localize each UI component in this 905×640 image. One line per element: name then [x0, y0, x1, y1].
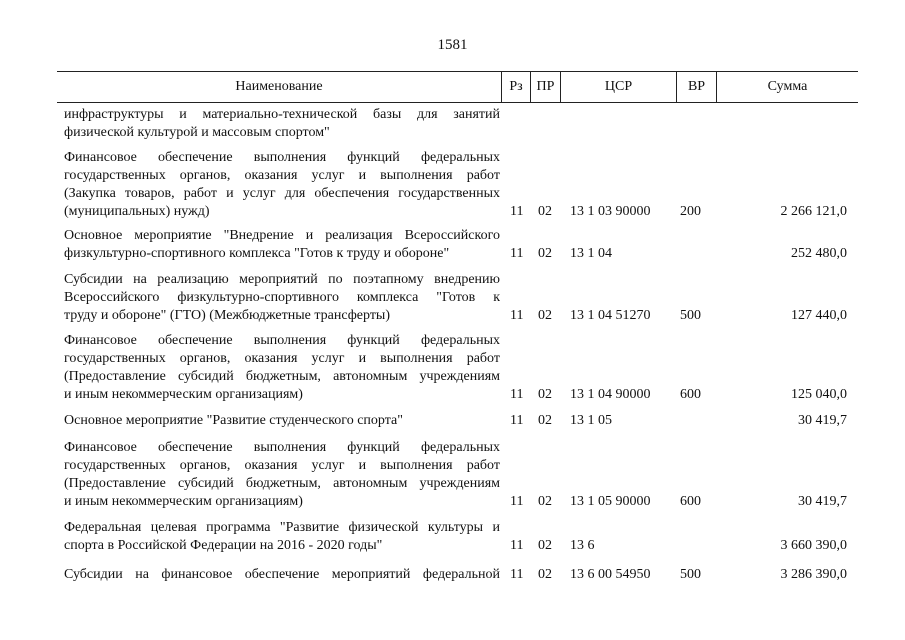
- row-rz: 11: [510, 387, 524, 402]
- row-name: [64, 566, 500, 584]
- row-rz: 11: [510, 246, 524, 261]
- row-pr: 02: [538, 387, 552, 402]
- row-sum: 3 660 390,0: [780, 538, 847, 553]
- row-name-line: (Предоставление субсидий бюджетным, автономным учреждениям: [64, 369, 500, 384]
- row-csr: 13 1 04: [570, 246, 612, 261]
- row-name-line: (муниципальных) нужд): [64, 204, 210, 219]
- row-name-line: и иным некоммерческим организациям): [64, 387, 303, 402]
- row-name: [64, 149, 500, 221]
- row-vr: 500: [680, 567, 701, 582]
- header-csr: ЦСР: [561, 72, 677, 102]
- row-sum: 252 480,0: [791, 246, 847, 261]
- row-name-line: государственных органов, оказания услуг и выполнения работ: [64, 168, 500, 183]
- row-pr: 02: [538, 538, 552, 553]
- row-name-line: труду и обороне" (ГТО) (Межбюджетные трансферты): [64, 308, 390, 323]
- row-name: [64, 412, 500, 430]
- row-rz: 11: [510, 413, 524, 428]
- page-number: 1581: [437, 37, 468, 53]
- row-vr: 500: [680, 308, 701, 323]
- row-name-line: (Закупка товаров, работ и услуг для обеспечения государственных: [64, 186, 500, 201]
- row-name-line: государственных органов, оказания услуг и выполнения работ: [64, 458, 500, 473]
- row-name: [64, 332, 500, 404]
- header-pr: ПР: [531, 72, 561, 102]
- row-pr: 02: [538, 413, 552, 428]
- row-csr: 13 1 05 90000: [570, 494, 651, 509]
- row-name-line: Основное мероприятие "Развитие студенческого спорта": [64, 413, 403, 428]
- row-csr: 13 1 04 90000: [570, 387, 651, 402]
- row-csr: 13 1 05: [570, 413, 612, 428]
- row-csr: 13 1 04 51270: [570, 308, 651, 323]
- row-name-line: спорта в Российской Федерации на 2016 - 2020 годы": [64, 538, 383, 553]
- row-name-line: Федеральная целевая программа "Развитие физической культуры и: [64, 520, 500, 535]
- row-name-line: Всероссийского физкультурно-спортивного комплекса "Готов к: [64, 290, 500, 305]
- row-pr: 02: [538, 246, 552, 261]
- row-csr: 13 1 03 90000: [570, 204, 651, 219]
- row-name-line: физкультурно-спортивного комплекса "Готов к труду и обороне": [64, 246, 450, 261]
- row-pr: 02: [538, 204, 552, 219]
- row-pr: 02: [538, 494, 552, 509]
- row-sum: 2 266 121,0: [780, 204, 847, 219]
- header-name: Наименование: [57, 72, 502, 102]
- header-sum: Сумма: [767, 79, 808, 94]
- row-sum: 3 286 390,0: [780, 567, 847, 582]
- header-vr: ВР: [677, 72, 717, 102]
- row-pr: 02: [538, 308, 552, 323]
- row-name-line: государственных органов, оказания услуг и выполнения работ: [64, 351, 500, 366]
- row-sum: 30 419,7: [798, 413, 847, 428]
- row-vr: 200: [680, 204, 701, 219]
- row-vr: 600: [680, 387, 701, 402]
- row-name-line: (Предоставление субсидий бюджетным, автономным учреждениям: [64, 476, 500, 491]
- row-name-line: Финансовое обеспечение выполнения функций федеральных: [64, 333, 500, 348]
- row-name-line: и иным некоммерческим организациям): [64, 494, 303, 509]
- row-sum: 127 440,0: [791, 308, 847, 323]
- row-name: [64, 227, 500, 263]
- row-rz: 11: [510, 308, 524, 323]
- row-rz: 11: [510, 204, 524, 219]
- row-name: [64, 519, 500, 555]
- row-name-line: Субсидии на финансовое обеспечение мероприятий федеральной: [64, 567, 500, 582]
- row-csr: 13 6 00 54950: [570, 567, 651, 582]
- row-name: [64, 439, 500, 511]
- row-sum: 125 040,0: [791, 387, 847, 402]
- table-header: [57, 71, 858, 103]
- row-rz: 11: [510, 567, 524, 582]
- row-name-line: Финансовое обеспечение выполнения функций федеральных: [64, 150, 500, 165]
- row-name-line: физической культурой и массовым спортом": [64, 125, 330, 140]
- row-vr: 600: [680, 494, 701, 509]
- row-name: [64, 106, 500, 142]
- row-rz: 11: [510, 538, 524, 553]
- row-name-line: Финансовое обеспечение выполнения функций федеральных: [64, 440, 500, 455]
- row-name-line: Субсидии на реализацию мероприятий по поэтапному внедрению: [64, 272, 500, 287]
- header-rz: Рз: [502, 72, 531, 102]
- row-pr: 02: [538, 567, 552, 582]
- row-name: [64, 271, 500, 325]
- row-csr: 13 6: [570, 538, 595, 553]
- row-name-line: Основное мероприятие "Внедрение и реализация Всероссийского: [64, 228, 500, 243]
- row-sum: 30 419,7: [798, 494, 847, 509]
- row-rz: 11: [510, 494, 524, 509]
- row-name-line: инфраструктуры и материально-технической базы для занятий: [64, 107, 500, 122]
